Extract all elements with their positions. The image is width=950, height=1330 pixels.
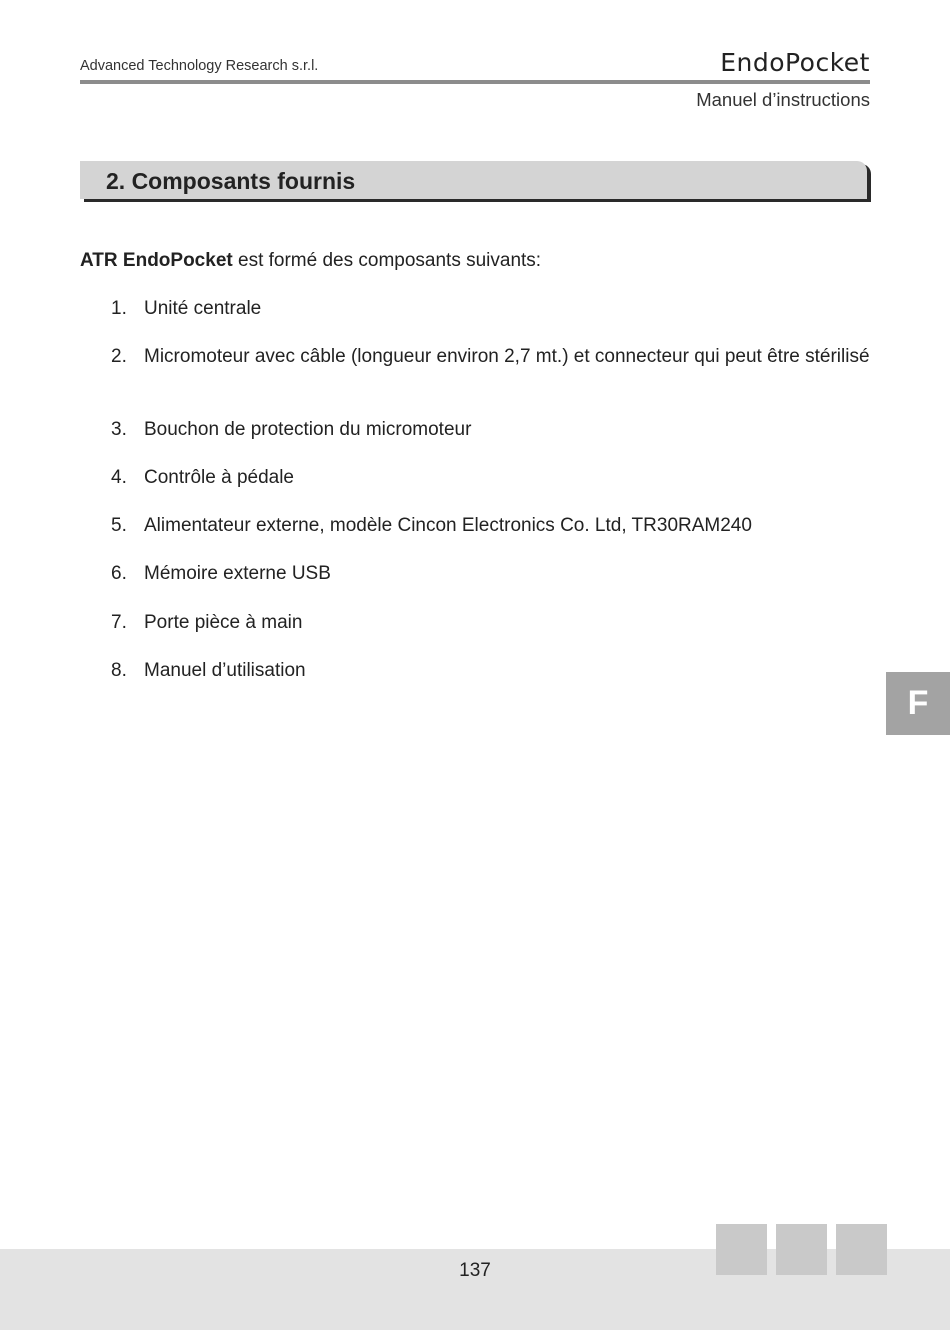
- language-tab: F: [886, 672, 950, 735]
- list-item-text: Bouchon de protection du micromoteur: [144, 419, 472, 440]
- intro-text: est formé des composants suivants:: [232, 250, 542, 271]
- intro-product-name: ATR EndoPocket: [80, 250, 233, 271]
- list-item-number: 7.: [111, 612, 127, 633]
- intro-paragraph: [80, 250, 541, 272]
- list-item-text: Unité centrale: [144, 298, 262, 319]
- list-item-text: Mémoire externe USB: [144, 563, 331, 584]
- list-item-number: 1.: [111, 298, 127, 319]
- footer-decor-square: [836, 1224, 887, 1275]
- list-item-text: Porte pièce à main: [144, 612, 303, 633]
- header-divider: [80, 80, 870, 84]
- footer-decor-square: [716, 1224, 767, 1275]
- manual-subtitle: Manuel d’instructions: [696, 89, 870, 110]
- list-item-number: 8.: [111, 660, 127, 681]
- footer-decor-square: [776, 1224, 827, 1275]
- page-number: 137: [459, 1260, 491, 1281]
- section-heading-bar: [80, 161, 867, 199]
- list-item-number: 6.: [111, 563, 127, 584]
- list-item-text: Alimentateur externe, modèle Cincon Electronics Co. Ltd, TR30RAM240: [144, 515, 752, 536]
- brand-logo: EndoPocket: [720, 48, 870, 77]
- list-item-number: 2.: [111, 346, 127, 367]
- section-title: 2. Composants fournis: [106, 168, 356, 194]
- company-name: Advanced Technology Research s.r.l.: [80, 58, 319, 74]
- list-item-number: 4.: [111, 467, 127, 488]
- list-item-text: Micromoteur avec câble (longueur environ 2,7 mt.) et connecteur qui peut être stérilisé: [144, 346, 870, 367]
- list-item-text: Contrôle à pédale: [144, 467, 294, 488]
- list-item-number: 5.: [111, 515, 127, 536]
- list-item-number: 3.: [111, 419, 127, 440]
- list-item-text: Manuel d’utilisation: [144, 660, 306, 681]
